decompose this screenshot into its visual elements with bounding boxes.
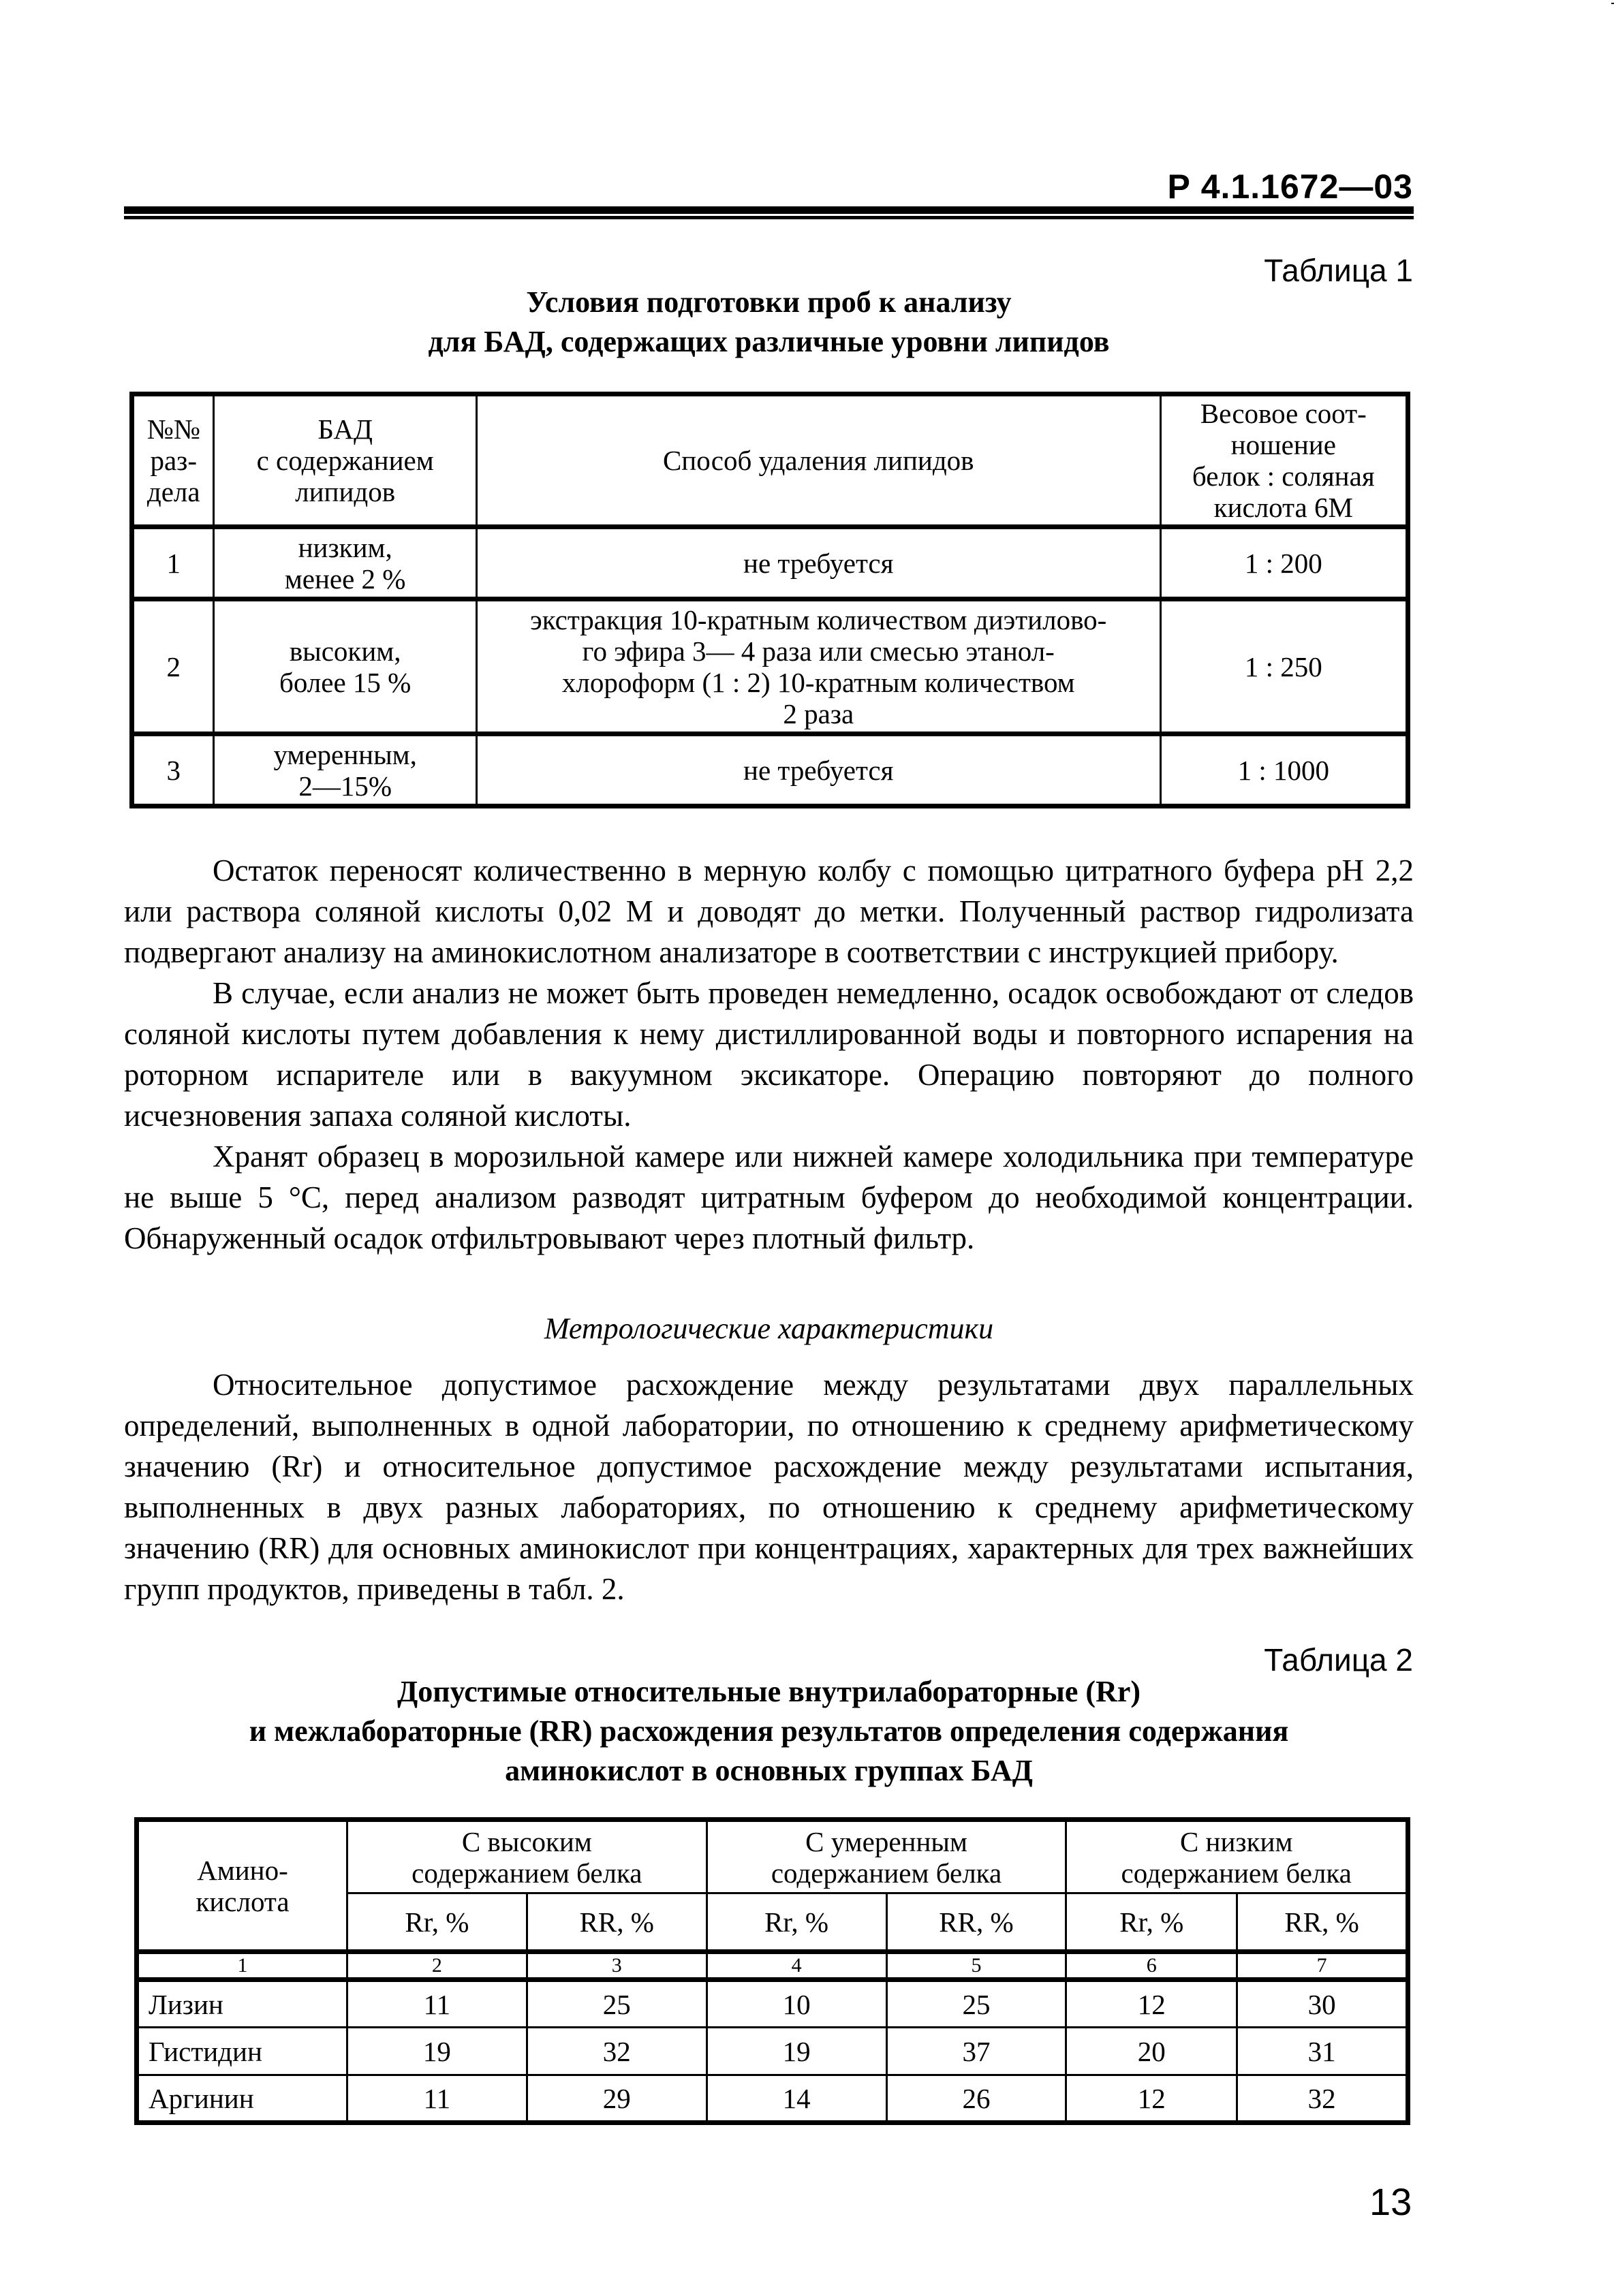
removal-method: экстракция 10-кратным количеством диэтилово- го эфира 3— 4 раза или смесью этанол- хлороформ (1 : 2) 10-кратным количеством 2 раза bbox=[476, 599, 1160, 734]
section-heading: Метрологические характеристики bbox=[544, 1312, 994, 1345]
table1-title-line1: Условия подготовки проб к анализу bbox=[526, 285, 1012, 319]
table-row bbox=[132, 599, 1408, 734]
weight-ratio: 1 : 200 bbox=[1160, 527, 1408, 599]
amino-acid-name: Гистидин bbox=[137, 2028, 347, 2075]
table1-header-removal-method: Способ удаления липидов bbox=[476, 394, 1160, 527]
table2-title bbox=[124, 1672, 1414, 1791]
table1-header-row bbox=[132, 394, 1408, 527]
table-row bbox=[137, 1980, 1408, 2028]
subheader-rr-inter: RR, % bbox=[886, 1893, 1066, 1952]
amino-acid-name: Лизин bbox=[137, 1980, 347, 2028]
table2-title-line2: и межлабораторные (RR) расхождения результатов определения содержания bbox=[249, 1714, 1289, 1748]
table2-label: Таблица 2 bbox=[1264, 1642, 1413, 1678]
subheader-rr-inter: RR, % bbox=[1237, 1893, 1408, 1952]
table2 bbox=[134, 1817, 1410, 2125]
document-code: Р 4.1.1672—03 bbox=[1167, 168, 1413, 206]
column-number: 2 bbox=[347, 1952, 527, 1980]
table-row bbox=[132, 734, 1408, 806]
table2-header-moderate-protein: С умеренным содержанием белка bbox=[707, 1820, 1066, 1893]
table1-header-section-number: №№ раз- дела bbox=[132, 394, 214, 527]
table-row bbox=[137, 2028, 1408, 2075]
table2-header-high-protein: С высоким содержанием белка bbox=[347, 1820, 707, 1893]
cell-value: 11 bbox=[347, 1980, 527, 2028]
scan-artifact bbox=[1611, 3, 1614, 4]
metrology-text bbox=[124, 1364, 1414, 1609]
column-number: 3 bbox=[527, 1952, 707, 1980]
subheader-rr-intra: Rr, % bbox=[1066, 1893, 1237, 1952]
table1 bbox=[129, 392, 1410, 808]
body-text bbox=[124, 850, 1414, 1259]
cell-value: 19 bbox=[707, 2028, 886, 2075]
cell-value: 14 bbox=[707, 2075, 886, 2123]
cell-value: 20 bbox=[1066, 2028, 1237, 2075]
subheader-rr-intra: Rr, % bbox=[707, 1893, 886, 1952]
weight-ratio: 1 : 1000 bbox=[1160, 734, 1408, 806]
cell-value: 10 bbox=[707, 1980, 886, 2028]
cell-value: 26 bbox=[886, 2075, 1066, 2123]
cell-value: 12 bbox=[1066, 1980, 1237, 2028]
column-number: 6 bbox=[1066, 1952, 1237, 1980]
table2-header-amino-acid: Амино- кислота bbox=[137, 1820, 347, 1952]
table1-title-line2: для БАД, содержащих различные уровни липидов bbox=[428, 325, 1110, 358]
cell-value: 19 bbox=[347, 2028, 527, 2075]
cell-value: 37 bbox=[886, 2028, 1066, 2075]
subheader-rr-inter: RR, % bbox=[527, 1893, 707, 1952]
amino-acid-name: Аргинин bbox=[137, 2075, 347, 2123]
paragraph: Остаток переносят количественно в мерную колбу с помощью цитратного буфера pH 2,2 или раствора соляной кислоты 0,02 М и доводят до метки. Полученный раствор гидролизата подвергают анализу на аминокислотном анализаторе в соответствии с инструкцией прибору. bbox=[124, 853, 1414, 969]
table2-title-line1: Допустимые относительные внутрилабораторные (Rr) bbox=[397, 1675, 1141, 1708]
cell-value: 32 bbox=[1237, 2075, 1408, 2123]
table2-header-low-protein: С низким содержанием белка bbox=[1066, 1820, 1408, 1893]
paragraph: Хранят образец в морозильной камере или нижней камере холодильника при температуре не выше 5 °С, перед анализом разводят цитратным буфером до необходимой концентрации. Обнаруженный осадок отфильтровывают через плотный фильтр. bbox=[124, 1139, 1414, 1255]
table1-header-weight-ratio: Весовое соот- ношение белок : соляная кислота 6М bbox=[1160, 394, 1408, 527]
removal-method: не требуется bbox=[476, 527, 1160, 599]
table-row bbox=[132, 527, 1408, 599]
column-number: 5 bbox=[886, 1952, 1066, 1980]
cell-value: 25 bbox=[527, 1980, 707, 2028]
table-row bbox=[137, 2075, 1408, 2123]
paragraph: В случае, если анализ не может быть проведен немедленно, осадок освобождают от следов соляной кислоты путем добавления к нему дистиллированной воды и повторного испарения на роторном испарителе или в вакуумном эксикаторе. Операцию повторяют до полного исчезновения запаха соляной кислоты. bbox=[124, 976, 1414, 1133]
table2-group-header-row bbox=[137, 1820, 1408, 1893]
subheader-rr-intra: Rr, % bbox=[347, 1893, 527, 1952]
row-number: 2 bbox=[132, 599, 214, 734]
column-number: 7 bbox=[1237, 1952, 1408, 1980]
cell-value: 25 bbox=[886, 1980, 1066, 2028]
row-number: 1 bbox=[132, 527, 214, 599]
lipid-level: умеренным, 2—15% bbox=[214, 734, 476, 806]
header-rule-thin bbox=[124, 216, 1414, 219]
cell-value: 31 bbox=[1237, 2028, 1408, 2075]
table1-label: Таблица 1 bbox=[1264, 253, 1413, 288]
cell-value: 32 bbox=[527, 2028, 707, 2075]
header-rule-thick bbox=[124, 206, 1414, 214]
table1-header-lipid-content: БАД с содержанием липидов bbox=[214, 394, 476, 527]
row-number: 3 bbox=[132, 734, 214, 806]
table2-column-number-row bbox=[137, 1952, 1408, 1980]
cell-value: 30 bbox=[1237, 1980, 1408, 2028]
paragraph: Относительное допустимое расхождение между результатами двух параллельных определений, выполненных в одной лаборатории, по отношению к среднему арифметическому значению (Rr) и относительное допустимое расхождение между результатами испытания, выполненных в двух разных лабораториях, по отношению к среднему арифметическому значению (RR) для основных аминокислот при концентрациях, характерных для трех важнейших групп продуктов, приведены в табл. 2. bbox=[124, 1368, 1414, 1606]
cell-value: 11 bbox=[347, 2075, 527, 2123]
cell-value: 12 bbox=[1066, 2075, 1237, 2123]
removal-method: не требуется bbox=[476, 734, 1160, 806]
lipid-level: низким, менее 2 % bbox=[214, 527, 476, 599]
table2-title-line3: аминокислот в основных группах БАД bbox=[505, 1754, 1033, 1787]
column-number: 1 bbox=[137, 1952, 347, 1980]
lipid-level: высоким, более 15 % bbox=[214, 599, 476, 734]
table1-title bbox=[124, 283, 1414, 362]
cell-value: 29 bbox=[527, 2075, 707, 2123]
page-number: 13 bbox=[1369, 2180, 1412, 2223]
column-number: 4 bbox=[707, 1952, 886, 1980]
weight-ratio: 1 : 250 bbox=[1160, 599, 1408, 734]
